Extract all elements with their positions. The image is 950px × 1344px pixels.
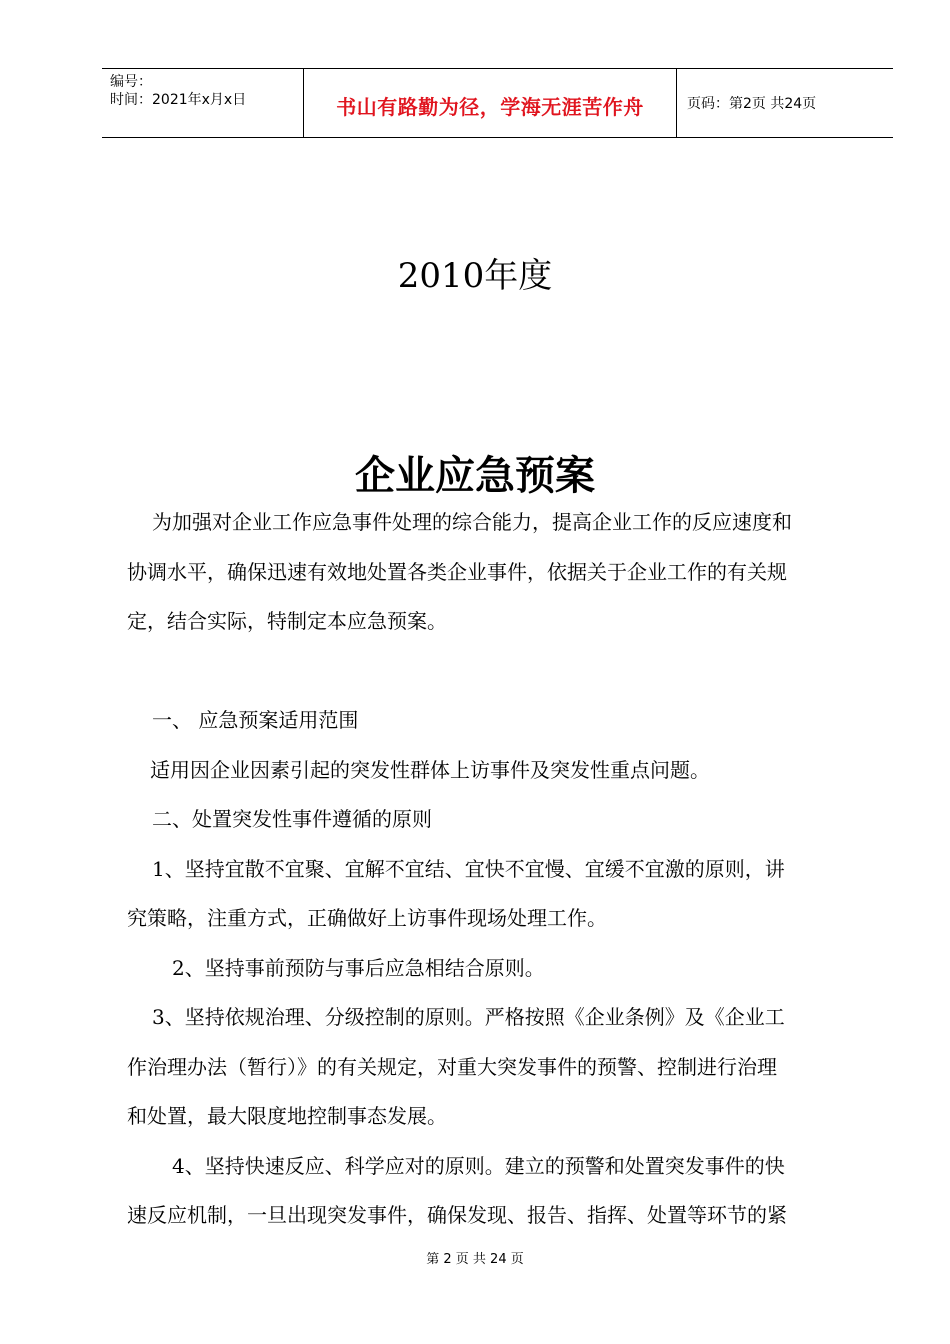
time-label: 时间：2021年x月x日 xyxy=(110,92,247,108)
body-line: 3、坚持依规治理、分级控制的原则。严格按照《企业条例》及《企业工 xyxy=(152,1005,785,1029)
header-table xyxy=(102,68,893,138)
section-heading: 二、处置突发性事件遵循的原则 xyxy=(152,807,432,831)
body-line: 速反应机制，一旦出现突发事件，确保发现、报告、指挥、处置等环节的紧 xyxy=(127,1203,787,1227)
body-line: 作治理办法（暂行）》的有关规定，对重大突发事件的预警、控制进行治理 xyxy=(127,1055,777,1079)
header-middle-cell xyxy=(304,69,677,137)
body-line: 适用因企业因素引起的突发性群体上访事件及突发性重点问题。 xyxy=(150,758,710,782)
body-line: 为加强对企业工作应急事件处理的综合能力，提高企业工作的反应速度和 xyxy=(152,510,792,534)
body-line: 定，结合实际，特制定本应急预案。 xyxy=(127,609,447,633)
body-line: 协调水平，确保迅速有效地处置各类企业事件，依据关于企业工作的有关规 xyxy=(127,560,787,584)
body-line: 1、坚持宜散不宜聚、宜解不宜结、宜快不宜慢、宜缓不宜激的原则，讲 xyxy=(152,857,785,881)
body-line: 2、坚持事前预防与事后应急相结合原则。 xyxy=(172,956,545,980)
body-line: 4、坚持快速反应、科学应对的原则。建立的预警和处置突发事件的快 xyxy=(172,1154,785,1178)
header-left-cell xyxy=(102,69,304,137)
number-label: 编号： xyxy=(110,74,152,90)
motto: 书山有路勤为径，学海无涯苦作舟 xyxy=(336,95,644,119)
body-line: 究策略，注重方式，正确做好上访事件现场处理工作。 xyxy=(127,906,607,930)
page-footer: 第 2 页 共 24 页 xyxy=(426,1252,524,1267)
header-right-cell xyxy=(677,69,893,137)
body-line: 和处置，最大限度地控制事态发展。 xyxy=(127,1104,447,1128)
section-heading: 一、 应急预案适用范围 xyxy=(152,708,359,732)
document-title: 企业应急预案 xyxy=(355,452,595,499)
page-info: 页码：第2页 共24页 xyxy=(687,96,817,112)
document-year: 2010年度 xyxy=(397,256,553,296)
